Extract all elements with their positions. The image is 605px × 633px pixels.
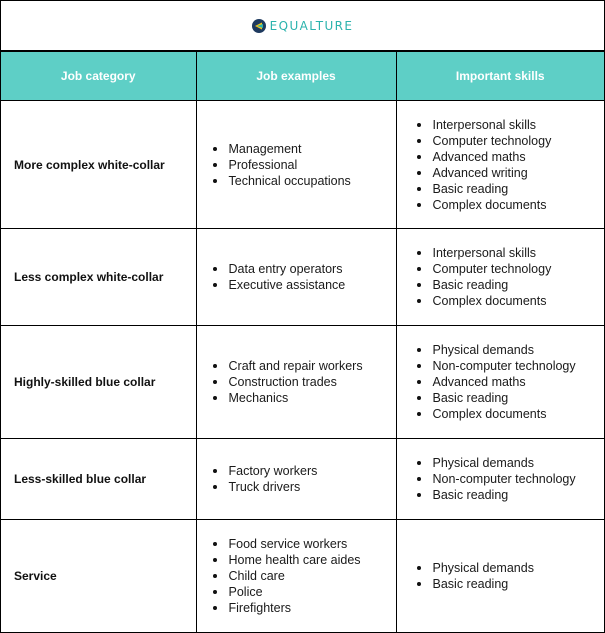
list-item: Physical demands (417, 455, 605, 471)
list-item: Complex documents (417, 406, 605, 422)
list-item: Physical demands (417, 560, 605, 576)
skills-list (417, 117, 605, 213)
important-skills-cell (396, 439, 604, 520)
list-item: Basic reading (417, 181, 605, 197)
table-header-row (1, 52, 604, 101)
list-item: Craft and repair workers (213, 358, 396, 374)
job-examples-cell (196, 439, 396, 520)
list-item: Non-computer technology (417, 471, 605, 487)
list-item: Advanced maths (417, 374, 605, 390)
job-category-cell: More complex white-collar (1, 101, 196, 229)
skills-list (417, 245, 605, 309)
job-examples-cell (196, 520, 396, 633)
list-item: Child care (213, 568, 396, 584)
list-item: Computer technology (417, 261, 605, 277)
important-skills-cell (396, 520, 604, 633)
list-item: Executive assistance (213, 277, 396, 293)
list-item: Interpersonal skills (417, 117, 605, 133)
important-skills-cell (396, 229, 604, 326)
job-examples-list (213, 141, 396, 189)
list-item: Advanced writing (417, 165, 605, 181)
list-item: Police (213, 584, 396, 600)
list-item: Complex documents (417, 197, 605, 213)
list-item: Technical occupations (213, 173, 396, 189)
job-category-cell: Less-skilled blue collar (1, 439, 196, 520)
brand-name: EQUALTURE (269, 18, 354, 33)
list-item: Computer technology (417, 133, 605, 149)
list-item: Mechanics (213, 390, 396, 406)
list-item: Interpersonal skills (417, 245, 605, 261)
list-item: Non-computer technology (417, 358, 605, 374)
job-examples-list (213, 463, 396, 495)
list-item: Home health care aides (213, 552, 396, 568)
job-examples-list (213, 536, 396, 616)
list-item: Professional (213, 157, 396, 173)
brand-logo (252, 19, 354, 33)
list-item: Basic reading (417, 576, 605, 592)
header-job-examples: Job examples (196, 52, 396, 101)
job-skills-table (1, 51, 604, 633)
job-examples-list (213, 358, 396, 406)
list-item: Basic reading (417, 487, 605, 503)
logo-bar (1, 1, 604, 51)
list-item: Factory workers (213, 463, 396, 479)
list-item: Firefighters (213, 600, 396, 616)
skills-list (417, 560, 605, 592)
equalture-logo-icon (252, 19, 266, 33)
header-job-category: Job category (1, 52, 196, 101)
table-row (1, 439, 604, 520)
job-examples-list (213, 261, 396, 293)
table-row (1, 101, 604, 229)
skills-list (417, 342, 605, 422)
important-skills-cell (396, 101, 604, 229)
list-item: Management (213, 141, 396, 157)
list-item: Complex documents (417, 293, 605, 309)
list-item: Basic reading (417, 390, 605, 406)
list-item: Construction trades (213, 374, 396, 390)
important-skills-cell (396, 326, 604, 439)
job-category-cell: Service (1, 520, 196, 633)
list-item: Truck drivers (213, 479, 396, 495)
job-examples-cell (196, 101, 396, 229)
skills-list (417, 455, 605, 503)
list-item: Basic reading (417, 277, 605, 293)
job-category-cell: Highly-skilled blue collar (1, 326, 196, 439)
job-category-cell: Less complex white-collar (1, 229, 196, 326)
table-row (1, 520, 604, 633)
table-row (1, 326, 604, 439)
list-item: Physical demands (417, 342, 605, 358)
list-item: Data entry operators (213, 261, 396, 277)
table-row (1, 229, 604, 326)
job-examples-cell (196, 229, 396, 326)
job-examples-cell (196, 326, 396, 439)
list-item: Advanced maths (417, 149, 605, 165)
header-important-skills: Important skills (396, 52, 604, 101)
list-item: Food service workers (213, 536, 396, 552)
